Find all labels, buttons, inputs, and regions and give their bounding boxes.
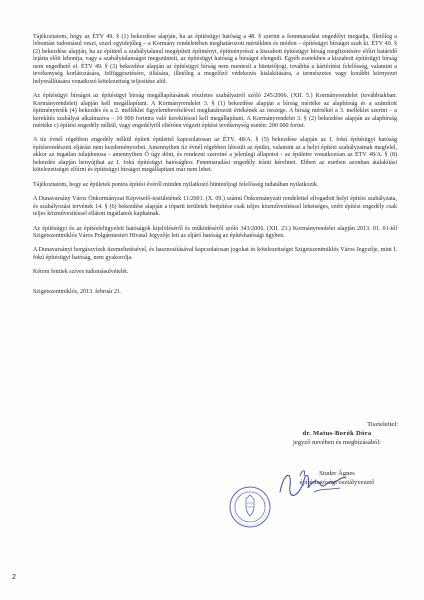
closing-line: Tisztelettel: bbox=[367, 421, 398, 428]
paragraph-request: Kérem fentiek szíves tudomásulvételét. bbox=[33, 269, 129, 276]
paragraph-building-fine-info: Tájékoztatom, hogy az ÉTV 49. § (1) bekezdése alapján, ha az építésügyi hatóság a 48. § szerint a fennmaradási engedélyt megadja, illetőleg a lebontást tudomásul veszi, ezzel egyidejűleg – a Kormány rendeletében meghatározott mértékben és módon – építésügyi bírságot szab ki. ÉTV 49. § (2) bekezdése alapján, ha az építtető a szabálytalanul megépített építményt, építményrészt a kiszabott építésügyi bírság megfizetésére előírt határidő lejárta előtt lebontja, vagy a szabálytalanságot megszünteti, az építésügyi hatóság a bírságot elengedi. Egyéb esetekben a kiszabott építésügyi bírság nem engedhető el. ÉTV 49. § (3) bekezdése alapján az építésügyi bírság nem mentesít a büntetőjogi, továbbá a kártérítési felelősség, valamint a tevékenység korlátozására, felfüggesztésére, tiltására, illetőleg a megelőző védekezés kialakítására, a természetes vagy korábbi környezet helyreállítására vonatkozó kötelezettség teljesítése alól. bbox=[33, 34, 397, 85]
handwritten-signature bbox=[270, 462, 360, 506]
paragraph-local-regulation: A Dunavarsány Város Önkormányzat Képviselő-testületének 11/2001. (X. 09.) számú Önkormányzati rendelettel elfogadott helyi építési szabályzata, és szabályozási tervének 14. § (6) bekezdése alapján a tóparti területek beépítése csak teljes közművesítéssel lehetséges, ezért építési engedély csak teljes közművesítéssel ellátott ingatlanok kaphatnak. bbox=[33, 196, 397, 218]
paragraph-authority-designation: Az építésügyi és az építésfelügyeleti hatóságok kijelöléséről és működéséről szóló 343/2006. (XII. 23.) Kormányrendelet alapján 2013. 01. 01-től Szigetszentmiklós Város Polgármesteri Hivatal Jegyzője lett az eljáró hatóság az építéshatósági ügyben. bbox=[33, 225, 397, 239]
signer-title: építéshatósági osztályvezető bbox=[299, 479, 375, 486]
role-line: jegyző nevében és megbízásából: bbox=[292, 439, 382, 446]
official-stamp-icon bbox=[228, 485, 272, 529]
official-name: dr. Matus-Borók Dóra bbox=[302, 430, 372, 437]
paragraph-fishing-waters: A Dunavarsányi horgászvízek üzemeltetésével, és hasznosításával kapcsolatosan jogokat és kötelezettséget Szigetszentmiklós Város Jegyzője, mint I. fokú építésügyi hatóság, nem gyakorolja. bbox=[33, 247, 397, 261]
paragraph-fine-calculation: Az építésügyi bírságot az építésügyi bírság megállapításának részletes szabályairól szóló 245/2006. (XII. 5.) Kormányrendelet (továbbiakban: Kormányrendelet) alapján kell megállapítani. A Kormányrendelet 3. § (1) bekezdése alapján a bírság mértéke az alapbírság és a számított építményérték (4) bekezdés és a 2. melléklet figyelembevételével meghatározott értékének az összege. A bírság mértékét a 3. melléklet szerint – a kerekítés szabályai alkalmazva – 10 000 forintra való kerekítéssel kell megállapítani. A Kormányrendelet 3. § (2) bekezdése alapján az alapbírság mértéke c) építési engedély nélkül, vagy engedélytől eltérően végzett építési tevékenység esetén: 200 000 forint. bbox=[33, 93, 397, 129]
signer-name: Studer Ágnes bbox=[319, 470, 355, 477]
document-body bbox=[33, 34, 397, 303]
page-number: 2 bbox=[12, 574, 16, 581]
paragraph-ten-year-rule: A tíz évnél régebben engedély nélkül épített épülettel kapcsolatosan az ÉTV. 48/A. § (5) bekezdése alapján az I. fokú építésügyi hatóság építésrendészeti eljárást nem kezdeményezhet. Amennyiben tíz évnél régebben létesült az épület, valamint az a helyi építési szabályzatnak megfelel, akkor az ingatlan tulajdonosa - amennyiben Ő úgy dönt, és rendezni szeretné a jelenlegi állapotot - az épületre vonatkozóan az ÉTV 48/A. § (8) bekezdés alapján benyújthat az I. fokú építésügyi hatósághoz Fennmaradási engedély iránti kérelmet. Ebben az esetben azonban átalakítási kötelezettséget előírni és építésügyi bírságot megállapítani már nem lehet. bbox=[33, 137, 397, 174]
paragraph-declaration-liability: Tájékoztatom, hogy az épületek pontos építési évéről minden nyilatkozó büntetőjogi felelősség tudatában nyilatkozik. bbox=[33, 181, 319, 188]
place-date: Szigetszentmiklós, 2013. február 21. bbox=[33, 288, 122, 295]
